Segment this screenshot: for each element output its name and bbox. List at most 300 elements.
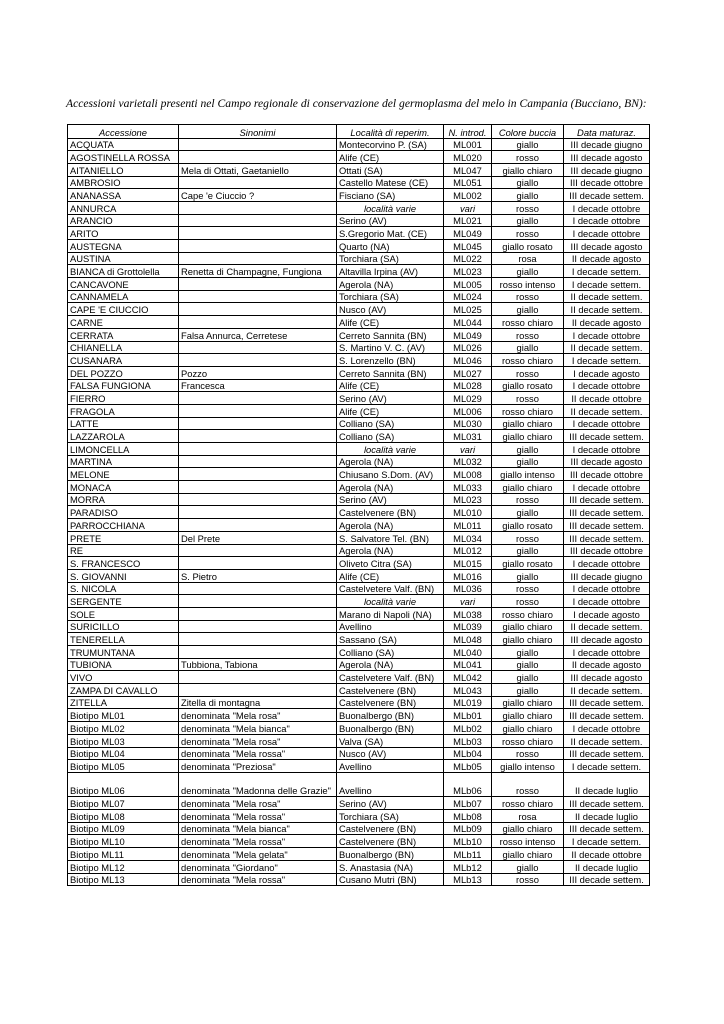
n-introd-cell: ML043 <box>444 684 492 697</box>
document-title: Accessioni varietali presenti nel Campo regionale di conservazione del germoplasma del melo in Campania (Bucciano, BN): <box>66 97 647 110</box>
colore-buccia-cell: rosso chiaro <box>492 607 564 620</box>
table-row <box>68 747 650 760</box>
data-maturaz-cell: III decade settem. <box>564 531 650 544</box>
n-introd-cell: MLb08 <box>444 810 492 823</box>
localita-cell: Serino (AV) <box>337 214 444 227</box>
localita-cell: località varie <box>337 443 444 456</box>
localita-cell: Agerola (NA) <box>337 481 444 494</box>
colore-buccia-cell: giallo chiaro <box>492 696 564 709</box>
sinonimi-cell: denominata "Mela gelata" <box>179 848 337 861</box>
n-introd-cell: ML011 <box>444 519 492 532</box>
data-maturaz-cell: III decade settem. <box>564 519 650 532</box>
n-introd-cell: ML008 <box>444 468 492 481</box>
n-introd-cell: ML049 <box>444 328 492 341</box>
accessione-cell: SERGENTE <box>68 595 179 608</box>
sinonimi-cell <box>179 519 337 532</box>
accessione-cell: PARROCCHIANA <box>68 519 179 532</box>
localita-cell: Alife (CE) <box>337 316 444 329</box>
sinonimi-cell <box>179 455 337 468</box>
data-maturaz-cell: I decade agosto <box>564 366 650 379</box>
table-row <box>68 278 650 291</box>
n-introd-cell: ML040 <box>444 646 492 659</box>
colore-buccia-cell: rosa <box>492 252 564 265</box>
colore-buccia-cell: giallo <box>492 684 564 697</box>
localita-cell: S.Gregorio Mat. (CE) <box>337 227 444 240</box>
data-maturaz-cell: II decade settem. <box>564 734 650 747</box>
table-row <box>68 607 650 620</box>
n-introd-cell: MLb04 <box>444 747 492 760</box>
table-row <box>68 468 650 481</box>
localita-cell: Buonalbergo (BN) <box>337 722 444 735</box>
column-header-sinonimi: Sinonimi <box>179 125 337 139</box>
table-row <box>68 860 650 873</box>
localita-cell: Marano di Napoli (NA) <box>337 607 444 620</box>
sinonimi-cell <box>179 443 337 456</box>
table-row <box>68 722 650 735</box>
data-maturaz-cell: I decade ottobre <box>564 481 650 494</box>
localita-cell: Buonalbergo (BN) <box>337 709 444 722</box>
table-row <box>68 493 650 506</box>
localita-cell: S. Salvatore Tel. (BN) <box>337 531 444 544</box>
table-row <box>68 557 650 570</box>
column-header-localita: Località di reperim. <box>337 125 444 139</box>
localita-cell: Torchiara (SA) <box>337 252 444 265</box>
data-maturaz-cell: II decade luglio <box>564 810 650 823</box>
table-row <box>68 303 650 316</box>
sinonimi-cell <box>179 227 337 240</box>
accessione-cell: Biotipo ML13 <box>68 873 179 886</box>
sinonimi-cell <box>179 290 337 303</box>
table-row <box>68 328 650 341</box>
colore-buccia-cell: giallo <box>492 303 564 316</box>
table-row <box>68 772 650 797</box>
accessione-cell: Biotipo ML02 <box>68 722 179 735</box>
n-introd-cell: ML015 <box>444 557 492 570</box>
data-maturaz-cell: II decade agosto <box>564 316 650 329</box>
n-introd-cell: ML025 <box>444 303 492 316</box>
n-introd-cell: ML023 <box>444 493 492 506</box>
accessione-cell: ZITELLA <box>68 696 179 709</box>
sinonimi-cell <box>179 582 337 595</box>
data-maturaz-cell: I decade ottobre <box>564 443 650 456</box>
accessione-cell: Biotipo ML12 <box>68 860 179 873</box>
colore-buccia-cell: rosso chiaro <box>492 404 564 417</box>
table-row <box>68 252 650 265</box>
data-maturaz-cell: I decade ottobre <box>564 201 650 214</box>
table-row <box>68 873 650 886</box>
data-maturaz-cell: III decade settem. <box>564 747 650 760</box>
localita-cell: Chiusano S.Dom. (AV) <box>337 468 444 481</box>
sinonimi-cell <box>179 506 337 519</box>
localita-cell: S. Lorenzello (BN) <box>337 354 444 367</box>
data-maturaz-cell: III decade settem. <box>564 189 650 202</box>
data-maturaz-cell: I decade ottobre <box>564 595 650 608</box>
n-introd-cell: ML048 <box>444 633 492 646</box>
localita-cell: Castelvenere (BN) <box>337 822 444 835</box>
sinonimi-cell: denominata "Mela bianca" <box>179 822 337 835</box>
sinonimi-cell: Francesca <box>179 379 337 392</box>
colore-buccia-cell: giallo <box>492 544 564 557</box>
column-header-colore-buccia: Colore buccia <box>492 125 564 139</box>
localita-cell: Serino (AV) <box>337 493 444 506</box>
table-row <box>68 189 650 202</box>
localita-cell: Castelvenere (BN) <box>337 835 444 848</box>
sinonimi-cell <box>179 493 337 506</box>
accessione-cell: LIMONCELLA <box>68 443 179 456</box>
localita-cell: Colliano (SA) <box>337 646 444 659</box>
sinonimi-cell <box>179 404 337 417</box>
localita-cell: Castelvetere Valf. (BN) <box>337 671 444 684</box>
n-introd-cell: ML002 <box>444 189 492 202</box>
data-maturaz-cell: III decade ottobre <box>564 544 650 557</box>
colore-buccia-cell: rosso <box>492 493 564 506</box>
n-introd-cell: ML016 <box>444 569 492 582</box>
accessions-table <box>67 124 650 886</box>
accessione-cell: FALSA FUNGIONA <box>68 379 179 392</box>
accessione-cell: Biotipo ML10 <box>68 835 179 848</box>
accessione-cell: ANNURCA <box>68 201 179 214</box>
n-introd-cell: ML023 <box>444 265 492 278</box>
table-row <box>68 443 650 456</box>
table-row <box>68 544 650 557</box>
colore-buccia-cell: rosso <box>492 595 564 608</box>
localita-cell: Cerreto Sannita (BN) <box>337 328 444 341</box>
accessione-cell: TRUMUNTANA <box>68 646 179 659</box>
accessione-cell: S. NICOLA <box>68 582 179 595</box>
accessione-cell: DEL POZZO <box>68 366 179 379</box>
data-maturaz-cell: I decade settem. <box>564 354 650 367</box>
sinonimi-cell <box>179 201 337 214</box>
n-introd-cell: ML028 <box>444 379 492 392</box>
data-maturaz-cell: III decade agosto <box>564 633 650 646</box>
table-row <box>68 227 650 240</box>
accessione-cell: TENERELLA <box>68 633 179 646</box>
accessione-cell: ANANASSA <box>68 189 179 202</box>
sinonimi-cell <box>179 607 337 620</box>
colore-buccia-cell: rosso <box>492 582 564 595</box>
table-row <box>68 595 650 608</box>
n-introd-cell: ML022 <box>444 252 492 265</box>
accessione-cell: CUSANARA <box>68 354 179 367</box>
n-introd-cell: ML010 <box>444 506 492 519</box>
sinonimi-cell <box>179 481 337 494</box>
column-header-data-maturaz: Data maturaz. <box>564 125 650 139</box>
data-maturaz-cell: III decade ottobre <box>564 176 650 189</box>
accessione-cell: SURICILLO <box>68 620 179 633</box>
table-row <box>68 316 650 329</box>
colore-buccia-cell: giallo chiaro <box>492 430 564 443</box>
table-header-row <box>68 125 650 139</box>
n-introd-cell: ML047 <box>444 163 492 176</box>
localita-cell: località varie <box>337 595 444 608</box>
sinonimi-cell <box>179 646 337 659</box>
localita-cell: Altavilla Irpina (AV) <box>337 265 444 278</box>
table-row <box>68 176 650 189</box>
accessione-cell: PARADISO <box>68 506 179 519</box>
n-introd-cell: ML033 <box>444 481 492 494</box>
table-row <box>68 481 650 494</box>
column-header-n-introd: N. introd. <box>444 125 492 139</box>
data-maturaz-cell: II decade settem. <box>564 303 650 316</box>
table-row <box>68 810 650 823</box>
accessione-cell: FRAGOLA <box>68 404 179 417</box>
table-row <box>68 163 650 176</box>
sinonimi-cell <box>179 633 337 646</box>
data-maturaz-cell: II decade settem. <box>564 404 650 417</box>
sinonimi-cell <box>179 341 337 354</box>
data-maturaz-cell: III decade agosto <box>564 151 650 164</box>
n-introd-cell: ML029 <box>444 392 492 405</box>
sinonimi-cell <box>179 138 337 151</box>
table-row <box>68 417 650 430</box>
n-introd-cell: ML012 <box>444 544 492 557</box>
sinonimi-cell: denominata "Mela rosa" <box>179 797 337 810</box>
localita-cell: Alife (CE) <box>337 151 444 164</box>
colore-buccia-cell: rosso <box>492 392 564 405</box>
accessione-cell: MELONE <box>68 468 179 481</box>
sinonimi-cell <box>179 417 337 430</box>
sinonimi-cell: Del Prete <box>179 531 337 544</box>
colore-buccia-cell: rosso <box>492 328 564 341</box>
accessione-cell: S. FRANCESCO <box>68 557 179 570</box>
colore-buccia-cell: rosso <box>492 772 564 797</box>
accessione-cell: PRETE <box>68 531 179 544</box>
table-row <box>68 658 650 671</box>
table-row <box>68 392 650 405</box>
sinonimi-cell <box>179 430 337 443</box>
localita-cell: Montecorvino P. (SA) <box>337 138 444 151</box>
n-introd-cell: ML046 <box>444 354 492 367</box>
sinonimi-cell: Renetta di Champagne, Fungiona <box>179 265 337 278</box>
accessione-cell: Biotipo ML01 <box>68 709 179 722</box>
colore-buccia-cell: rosa <box>492 810 564 823</box>
localita-cell: S. Martino V. C. (AV) <box>337 341 444 354</box>
sinonimi-cell <box>179 240 337 253</box>
accessione-cell: AMBROSIO <box>68 176 179 189</box>
n-introd-cell: MLb13 <box>444 873 492 886</box>
data-maturaz-cell: III decade giugno <box>564 569 650 582</box>
sinonimi-cell: Falsa Annurca, Cerretese <box>179 328 337 341</box>
table-row <box>68 569 650 582</box>
table-row <box>68 138 650 151</box>
sinonimi-cell <box>179 544 337 557</box>
localita-cell: Torchiara (SA) <box>337 810 444 823</box>
colore-buccia-cell: giallo rosato <box>492 519 564 532</box>
n-introd-cell: ML051 <box>444 176 492 189</box>
table-row <box>68 506 650 519</box>
data-maturaz-cell: II decade settem. <box>564 684 650 697</box>
accessione-cell: FIERRO <box>68 392 179 405</box>
table-row <box>68 354 650 367</box>
localita-cell: Agerola (NA) <box>337 278 444 291</box>
colore-buccia-cell: giallo rosato <box>492 557 564 570</box>
localita-cell: Cusano Mutri (BN) <box>337 873 444 886</box>
sinonimi-cell: denominata "Mela rosa" <box>179 734 337 747</box>
table-row <box>68 620 650 633</box>
localita-cell: Avellino <box>337 772 444 797</box>
table-row <box>68 214 650 227</box>
sinonimi-cell: denominata "Mela rossa" <box>179 835 337 848</box>
table-body <box>68 138 650 886</box>
accessione-cell: ACQUATA <box>68 138 179 151</box>
sinonimi-cell: S. Pietro <box>179 569 337 582</box>
data-maturaz-cell: III decade settem. <box>564 506 650 519</box>
data-maturaz-cell: II decade agosto <box>564 252 650 265</box>
n-introd-cell: ML049 <box>444 227 492 240</box>
localita-cell: Serino (AV) <box>337 797 444 810</box>
sinonimi-cell: Pozzo <box>179 366 337 379</box>
localita-cell: Colliano (SA) <box>337 430 444 443</box>
column-header-accessione: Accessione <box>68 125 179 139</box>
localita-cell: Colliano (SA) <box>337 417 444 430</box>
sinonimi-cell: denominata "Mela rossa" <box>179 810 337 823</box>
colore-buccia-cell: giallo rosato <box>492 379 564 392</box>
localita-cell: Avellino <box>337 760 444 773</box>
accessione-cell: BIANCA di Grottolella <box>68 265 179 278</box>
colore-buccia-cell: giallo <box>492 506 564 519</box>
colore-buccia-cell: giallo <box>492 341 564 354</box>
data-maturaz-cell: I decade ottobre <box>564 417 650 430</box>
colore-buccia-cell: rosso intenso <box>492 835 564 848</box>
n-introd-cell: ML001 <box>444 138 492 151</box>
table-row <box>68 455 650 468</box>
n-introd-cell: ML042 <box>444 671 492 684</box>
data-maturaz-cell: I decade settem. <box>564 835 650 848</box>
accessione-cell: CARNE <box>68 316 179 329</box>
table-row <box>68 582 650 595</box>
colore-buccia-cell: giallo <box>492 189 564 202</box>
n-introd-cell: MLb10 <box>444 835 492 848</box>
sinonimi-cell <box>179 176 337 189</box>
n-introd-cell: MLb11 <box>444 848 492 861</box>
localita-cell: Fisciano (SA) <box>337 189 444 202</box>
sinonimi-cell: Cape 'e Ciuccio ? <box>179 189 337 202</box>
sinonimi-cell <box>179 671 337 684</box>
localita-cell: Cerreto Sannita (BN) <box>337 366 444 379</box>
accessione-cell: AGOSTINELLA ROSSA <box>68 151 179 164</box>
accessione-cell: Biotipo ML07 <box>68 797 179 810</box>
table-row <box>68 709 650 722</box>
colore-buccia-cell: rosso <box>492 531 564 544</box>
accessione-cell: Biotipo ML05 <box>68 760 179 773</box>
sinonimi-cell <box>179 252 337 265</box>
data-maturaz-cell: II decade settem. <box>564 290 650 303</box>
accessione-cell: Biotipo ML09 <box>68 822 179 835</box>
sinonimi-cell <box>179 468 337 481</box>
colore-buccia-cell: giallo <box>492 455 564 468</box>
colore-buccia-cell: giallo <box>492 443 564 456</box>
n-introd-cell: MLb01 <box>444 709 492 722</box>
localita-cell: Agerola (NA) <box>337 544 444 557</box>
sinonimi-cell <box>179 278 337 291</box>
table-row <box>68 366 650 379</box>
colore-buccia-cell: giallo intenso <box>492 468 564 481</box>
accessione-cell: AUSTEGNA <box>68 240 179 253</box>
table-row <box>68 151 650 164</box>
accessione-cell: Biotipo ML11 <box>68 848 179 861</box>
sinonimi-cell: denominata "Preziosa" <box>179 760 337 773</box>
localita-cell: S. Anastasia (NA) <box>337 860 444 873</box>
table-row <box>68 696 650 709</box>
accessione-cell: ARITO <box>68 227 179 240</box>
table-row <box>68 430 650 443</box>
colore-buccia-cell: rosso chiaro <box>492 354 564 367</box>
table-row <box>68 404 650 417</box>
colore-buccia-cell: rosso intenso <box>492 278 564 291</box>
colore-buccia-cell: rosso <box>492 290 564 303</box>
accessione-cell: MORRA <box>68 493 179 506</box>
n-introd-cell: ML032 <box>444 455 492 468</box>
accessione-cell: CANNAMELA <box>68 290 179 303</box>
data-maturaz-cell: I decade ottobre <box>564 646 650 659</box>
colore-buccia-cell: giallo chiaro <box>492 709 564 722</box>
sinonimi-cell: denominata "Mela rosa" <box>179 709 337 722</box>
table-row <box>68 265 650 278</box>
data-maturaz-cell: III decade settem. <box>564 822 650 835</box>
data-maturaz-cell: III decade agosto <box>564 671 650 684</box>
localita-cell: Sassano (SA) <box>337 633 444 646</box>
table-row <box>68 822 650 835</box>
colore-buccia-cell: rosso chiaro <box>492 734 564 747</box>
localita-cell: Castelvenere (BN) <box>337 684 444 697</box>
accessione-cell: Biotipo ML03 <box>68 734 179 747</box>
data-maturaz-cell: III decade settem. <box>564 430 650 443</box>
sinonimi-cell <box>179 151 337 164</box>
n-introd-cell: ML045 <box>444 240 492 253</box>
data-maturaz-cell: II decade ottobre <box>564 848 650 861</box>
data-maturaz-cell: II decade ottobre <box>564 392 650 405</box>
localita-cell: Agerola (NA) <box>337 519 444 532</box>
data-maturaz-cell: II decade luglio <box>564 860 650 873</box>
n-introd-cell: ML020 <box>444 151 492 164</box>
colore-buccia-cell: giallo <box>492 671 564 684</box>
n-introd-cell: MLb09 <box>444 822 492 835</box>
sinonimi-cell <box>179 620 337 633</box>
sinonimi-cell: denominata "Madonna delle Grazie" <box>179 772 337 797</box>
accessione-cell: LATTE <box>68 417 179 430</box>
data-maturaz-cell: I decade settem. <box>564 760 650 773</box>
accessione-cell: LAZZAROLA <box>68 430 179 443</box>
localita-cell: Castelvenere (BN) <box>337 506 444 519</box>
localita-cell: Alife (CE) <box>337 569 444 582</box>
accessione-cell: SOLE <box>68 607 179 620</box>
data-maturaz-cell: I decade settem. <box>564 265 650 278</box>
colore-buccia-cell: rosso chiaro <box>492 316 564 329</box>
data-maturaz-cell: II decade settem. <box>564 620 650 633</box>
colore-buccia-cell: giallo chiaro <box>492 417 564 430</box>
n-introd-cell: ML034 <box>444 531 492 544</box>
table-row <box>68 684 650 697</box>
table-row <box>68 797 650 810</box>
table-row <box>68 760 650 773</box>
sinonimi-cell <box>179 354 337 367</box>
localita-cell: Nusco (AV) <box>337 747 444 760</box>
table-row <box>68 341 650 354</box>
colore-buccia-cell: rosso <box>492 201 564 214</box>
sinonimi-cell: Tubbiona, Tabiona <box>179 658 337 671</box>
n-introd-cell: ML041 <box>444 658 492 671</box>
data-maturaz-cell: I decade ottobre <box>564 557 650 570</box>
accessione-cell: TUBIONA <box>68 658 179 671</box>
sinonimi-cell <box>179 595 337 608</box>
data-maturaz-cell: III decade settem. <box>564 493 650 506</box>
table-row <box>68 240 650 253</box>
colore-buccia-cell: rosso <box>492 151 564 164</box>
localita-cell: Alife (CE) <box>337 404 444 417</box>
table-row <box>68 201 650 214</box>
sinonimi-cell: denominata "Giordano" <box>179 860 337 873</box>
colore-buccia-cell: rosso chiaro <box>492 797 564 810</box>
